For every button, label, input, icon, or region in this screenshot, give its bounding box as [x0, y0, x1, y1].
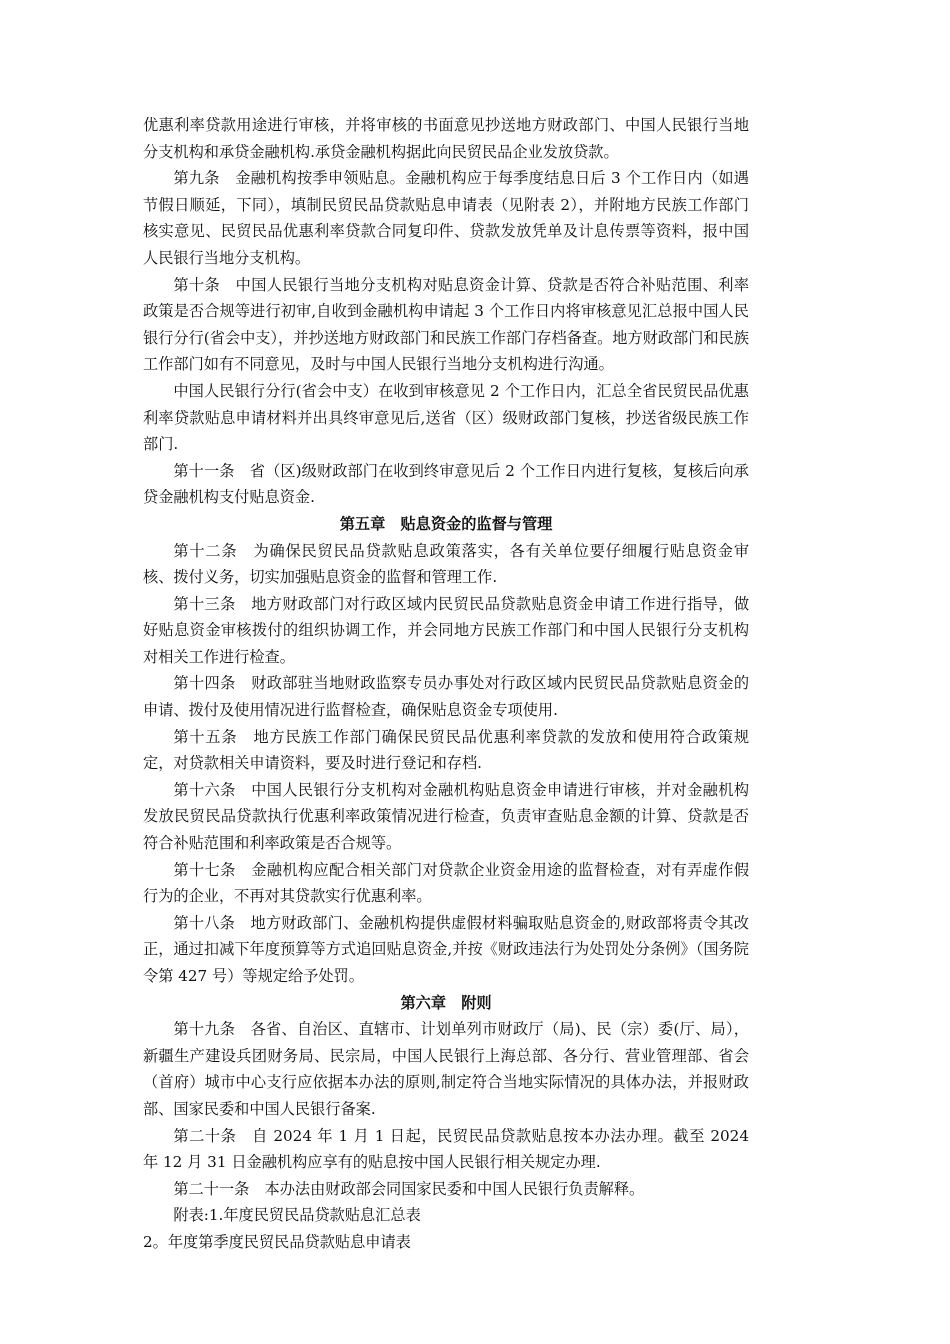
article-14: 第十四条 财政部驻当地财政监察专员办事处对行政区域内民贸民品贷款贴息资金的申请、拨付及使用情况进行监督检查，确保贴息资金专项使用.: [143, 674, 749, 720]
article-10: 第十条 中国人民银行当地分支机构对贴息资金计算、贷款是否符合补贴范围、利率政策是否合规等进行初审,自收到金融机构申请起 3 个工作日内将审核意见汇总报中国人民银行分行(省会中支），并抄送地方财政部门和民族工作部门存档备查。地方财政部门和民族工作部门如有不同意见，及时与中国人民银行当地分支机构进行沟通。: [143, 275, 749, 374]
article-9: 第九条 金融机构按季申领贴息。金融机构应于每季度结息日后 3 个工作日内（如遇节假日顺延，下同），填制民贸民品贷款贴息申请表（见附表 2），并附地方民族工作部门核实意见、民贸民品优惠利率贷款合同复印件、贷款发放凭单及计息传票等资料，报中国人民银行当地分支机构。: [143, 169, 749, 267]
attachment-1: 附表:1.年度民贸民品贷款贴息汇总表: [173, 1206, 421, 1225]
article-15: 第十五条 地方民族工作部门确保民贸民品优惠利率贷款的发放和使用符合政策规定，对贷款相关申请资料，要及时进行登记和存档.: [143, 727, 749, 773]
document-body: [143, 112, 749, 1256]
chapter-6-heading: 第六章 附则: [400, 993, 492, 1012]
paragraph-pboc-branch: 中国人民银行分行(省会中支）在收到审核意见 2 个工作日内，汇总全省民贸民品优惠利率贷款贴息申请材料并出具终审意见后,送省（区）级财政部门复核，抄送省级民族工作部门.: [143, 381, 749, 454]
article-16: 第十六条 中国人民银行分支机构对金融机构贴息资金申请进行审核，并对金融机构发放民贸民品贷款执行优惠利率政策情况进行检查，负责审查贴息金额的计算、贷款是否符合补贴范围和利率政策是否合规等。: [143, 780, 749, 853]
article-12: 第十二条 为确保民贸民品贷款贴息政策落实，各有关单位要仔细履行贴息资金审核、拨付义务，切实加强贴息资金的监督和管理工作.: [143, 541, 749, 587]
chapter-5-heading: 第五章 贴息资金的监督与管理: [339, 514, 553, 533]
article-11: 第十一条 省（区)级财政部门在收到终审意见后 2 个工作日内进行复核，复核后向承贷金融机构支付贴息资金.: [143, 461, 749, 507]
article-17: 第十七条 金融机构应配合相关部门对贷款企业资金用途的监督检查，对有弄虚作假行为的企业，不再对其贷款实行优惠利率。: [143, 860, 749, 906]
attachment-2: 2。年度第季度民贸民品贷款贴息申请表: [143, 1232, 411, 1251]
article-21: 第二十一条 本办法由财政部会同国家民委和中国人民银行负责解释。: [173, 1179, 645, 1198]
article-19: 第十九条 各省、自治区、直辖市、计划单列市财政厅（局)、民（宗）委(厅、局），新疆生产建设兵团财务局、民宗局，中国人民银行上海总部、各分行、营业管理部、省会（首府）城市中心支行应依据本办法的原则,制定符合当地实际情况的具体办法，并报财政部、国家民委和中国人民银行备案.: [143, 1020, 749, 1118]
article-20: 第二十条 自 2024 年 1 月 1 日起，民贸民品贷款贴息按本办法办理。截至 2024 年 12 月 31 日金融机构应享有的贴息按中国人民银行相关规定办理.: [143, 1126, 749, 1172]
article-13: 第十三条 地方财政部门对行政区域内民贸民品贷款贴息资金申请工作进行指导，做好贴息资金审核拨付的组织协调工作，并会同地方民族工作部门和中国人民银行分支机构对相关工作进行检查。: [143, 594, 749, 666]
article-18: 第十八条 地方财政部门、金融机构提供虚假材料骗取贴息资金的,财政部将责令其改正，通过扣减下年度预算等方式追回贴息资金,并按《财政违法行为处罚处分条例》（国务院令第 427 号）等规定给予处罚。: [143, 913, 749, 985]
paragraph-loan-review: 优惠利率贷款用途进行审核，并将审核的书面意见抄送地方财政部门、中国人民银行当地分支机构和承贷金融机构.承贷金融机构据此向民贸民品企业发放贷款。: [143, 116, 749, 161]
